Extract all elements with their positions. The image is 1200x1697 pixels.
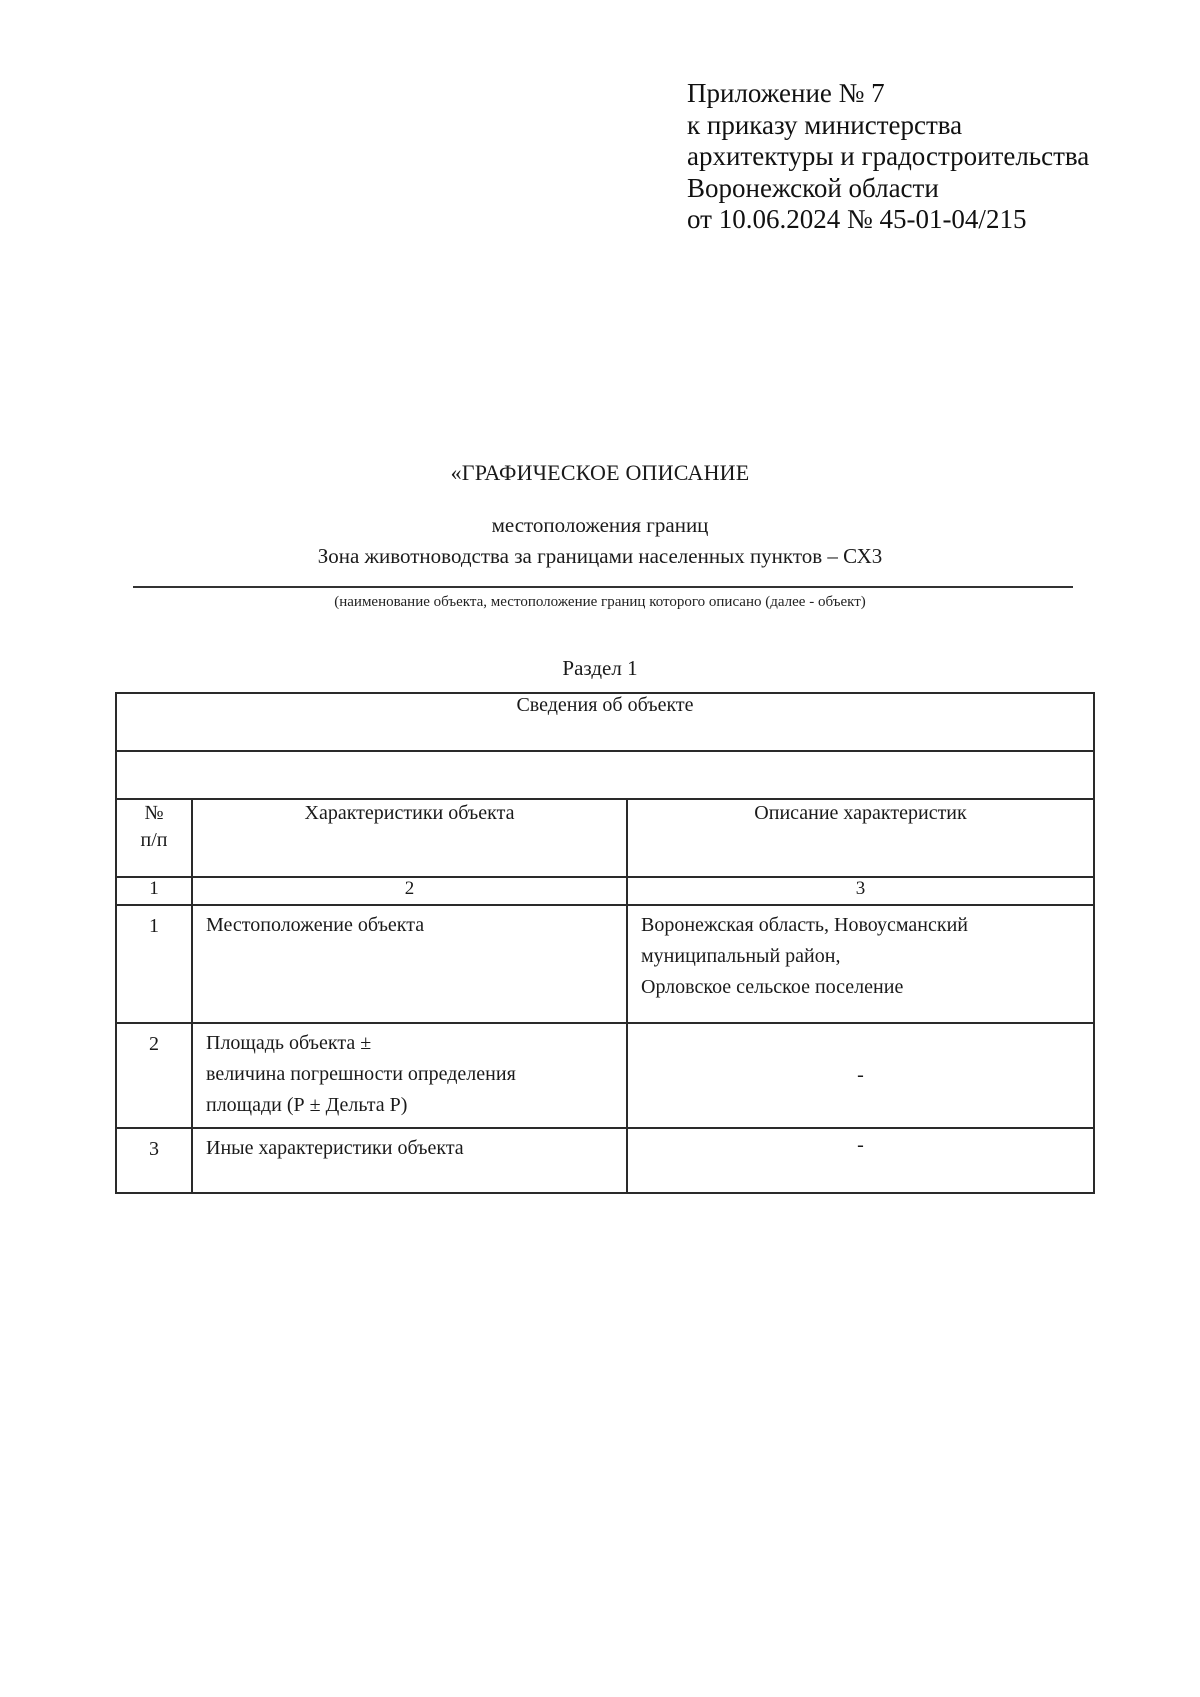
table-row <box>116 1023 1094 1128</box>
table-row <box>116 1128 1094 1193</box>
table-row <box>116 905 1094 1023</box>
appendix-number: Приложение № 7 <box>687 78 885 108</box>
header-number <box>116 799 192 877</box>
approval-header <box>687 78 1089 236</box>
header-number-abbr: п/п <box>140 829 168 851</box>
object-info-table <box>115 692 1095 1194</box>
table-blank-row <box>116 751 1094 799</box>
row-characteristic <box>192 1128 627 1193</box>
table-header-row <box>116 799 1094 877</box>
section-title: Раздел 1 <box>562 656 638 680</box>
row-characteristic <box>192 905 627 1023</box>
row-number: 2 <box>116 1023 192 1128</box>
column-number: 2 <box>192 877 627 905</box>
column-number-row <box>116 877 1094 905</box>
object-name-underline <box>133 586 1073 588</box>
order-date-number: от 10.06.2024 № 45-01-04/215 <box>687 204 1027 234</box>
order-reference: к приказу министерства <box>687 109 963 140</box>
row-description: - <box>627 1023 1094 1128</box>
characteristic-line: площади (Р ± Дельта Р) <box>206 1094 408 1116</box>
header-characteristics: Характеристики объекта <box>192 799 627 877</box>
characteristic-line: величина погрешности определения <box>206 1063 516 1085</box>
region-name: Воронежской области <box>687 172 939 203</box>
document-subtitle: местоположения границ <box>491 513 709 537</box>
header-description: Описание характеристик <box>627 799 1094 877</box>
object-name: Зона животноводства за границами населенных пунктов – СХ3 <box>317 544 883 568</box>
column-number: 3 <box>627 877 1094 905</box>
description-line: Орловское сельское поселение <box>641 976 904 998</box>
table-caption: Сведения об объекте <box>116 693 1094 751</box>
characteristic-line: Иные характеристики объекта <box>206 1137 464 1159</box>
row-description <box>627 905 1094 1023</box>
row-number: 3 <box>116 1128 192 1193</box>
ministry-name: архитектуры и градостроительства <box>687 141 1090 171</box>
characteristic-line: Площадь объекта ± <box>206 1032 372 1054</box>
blank-cell <box>116 751 1094 799</box>
row-description: - <box>627 1128 1094 1193</box>
object-name-caption: (наименование объекта, местоположение границ которого описано (далее - объект) <box>334 594 866 610</box>
column-number: 1 <box>116 877 192 905</box>
characteristic-line: Местоположение объекта <box>206 914 425 936</box>
header-number-symbol: № <box>144 802 164 824</box>
document-title: «ГРАФИЧЕСКОЕ ОПИСАНИЕ <box>450 460 750 485</box>
description-line: муниципальный район, <box>641 945 841 967</box>
table-caption-row <box>116 693 1094 751</box>
description-line: Воронежская область, Новоусманский <box>641 914 968 936</box>
row-characteristic <box>192 1023 627 1128</box>
row-number: 1 <box>116 905 192 1023</box>
